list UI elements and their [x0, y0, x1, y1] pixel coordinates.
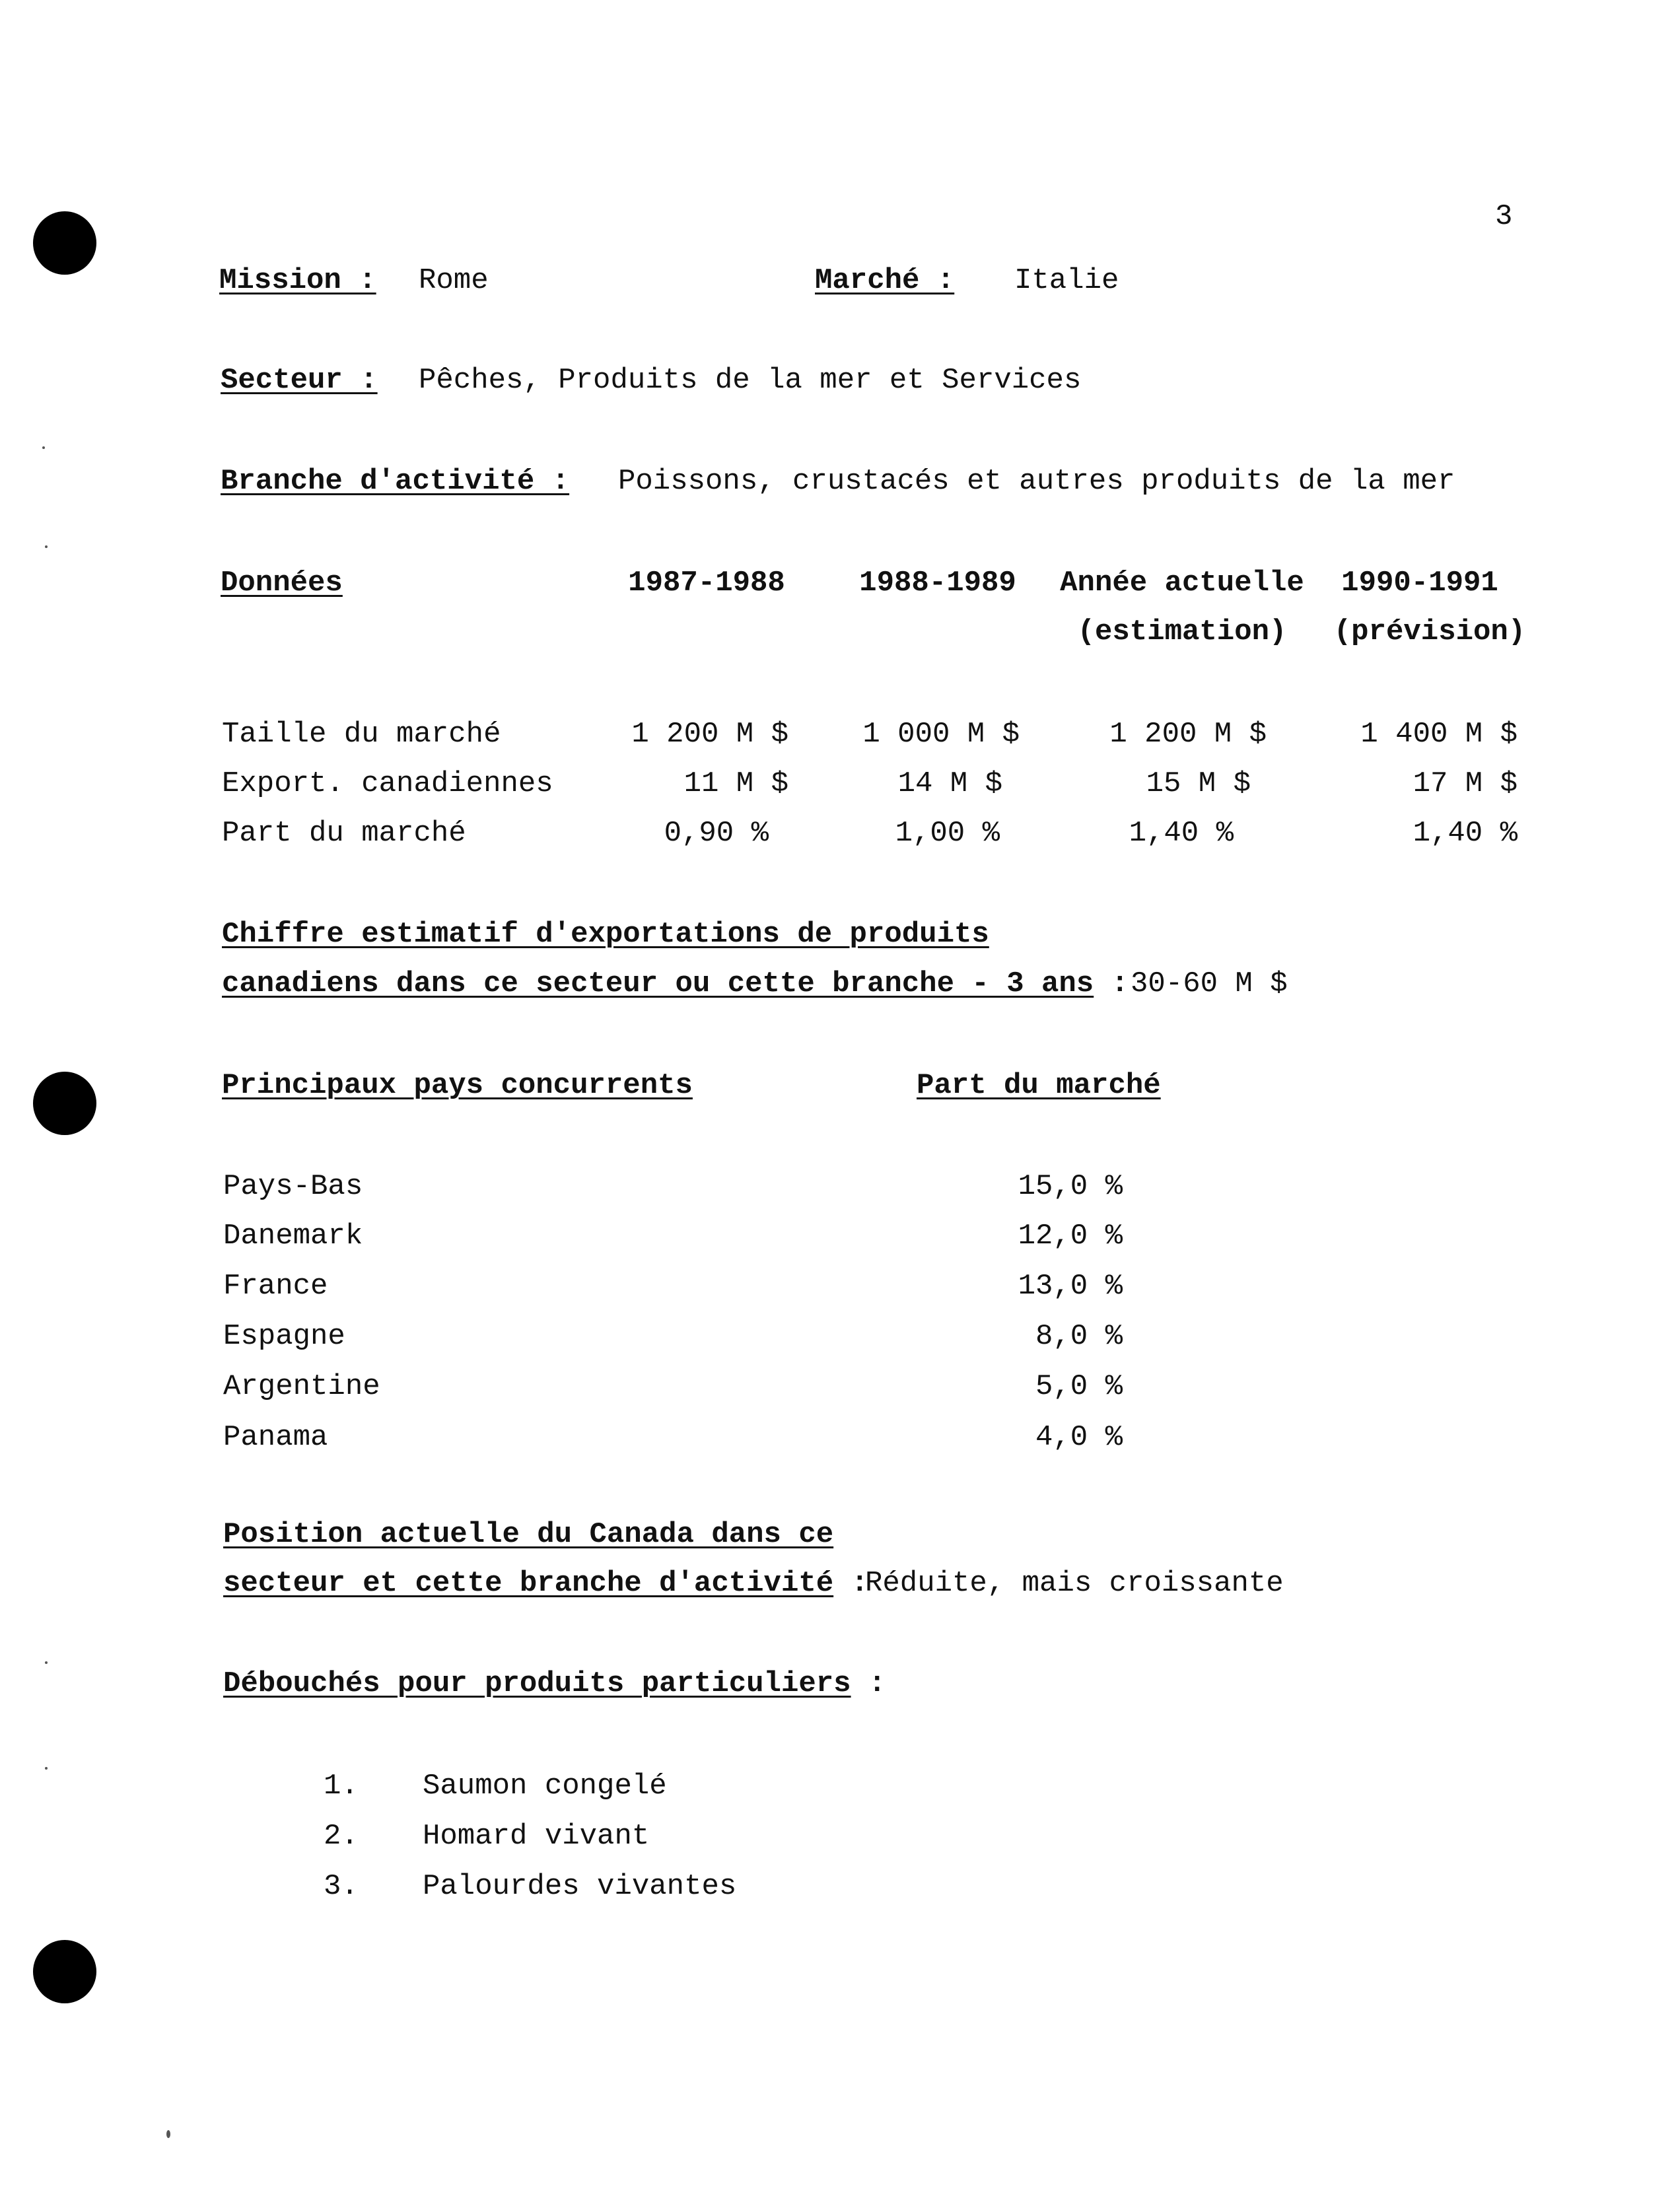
table-cell: 14 M $	[897, 767, 1002, 800]
donnees-title: Données	[221, 567, 343, 600]
exports-estimate-value: 30-60 M $	[1131, 967, 1288, 1000]
competitors-header-share: Part du marché	[917, 1069, 1161, 1102]
competitor-country: Pays-Bas	[223, 1170, 363, 1203]
table-cell: 1,40 %	[1413, 817, 1518, 850]
mission-label: Mission :	[219, 264, 376, 297]
competitor-share: 13,0 %	[1018, 1270, 1123, 1303]
column-header-1988-1989: 1988-1989	[859, 567, 1016, 600]
table-cell: 15 M $	[1146, 767, 1251, 800]
competitor-share: 12,0 %	[1018, 1220, 1123, 1253]
competitor-share: 4,0 %	[1035, 1421, 1123, 1454]
list-item-text: Palourdes vivantes	[423, 1870, 737, 1903]
exports-estimate-label-line2: canadiens dans ce secteur ou cette branche - 3 ans :	[222, 967, 1129, 1000]
table-cell: 17 M $	[1413, 767, 1518, 800]
page-number: 3	[1495, 200, 1513, 233]
punch-hole-middle	[33, 1072, 96, 1135]
column-subheader-estimation: (estimation)	[1077, 615, 1287, 648]
row-label-part-du-marche: Part du marché	[222, 817, 466, 850]
column-header-1987-1988: 1987-1988	[628, 567, 785, 600]
canada-position-label-line2: secteur et cette branche d'activité :	[223, 1567, 868, 1600]
opportunities-label: Débouchés pour produits particuliers :	[223, 1667, 886, 1700]
competitors-header-country: Principaux pays concurrents	[222, 1069, 693, 1102]
scan-speck	[45, 1767, 48, 1770]
table-cell: 11 M $	[683, 767, 788, 800]
marche-value: Italie	[1014, 264, 1119, 297]
row-label-taille-du-marche: Taille du marché	[222, 718, 501, 751]
table-cell: 1 200 M $	[1109, 718, 1267, 751]
competitor-share: 8,0 %	[1035, 1320, 1123, 1353]
table-cell: 0,90 %	[664, 817, 769, 850]
table-cell: 1 000 M $	[862, 718, 1020, 751]
competitor-country: Danemark	[223, 1220, 363, 1253]
table-cell: 1 200 M $	[631, 718, 788, 751]
secteur-label: Secteur :	[221, 364, 378, 397]
competitor-country: France	[223, 1270, 328, 1303]
table-cell: 1 400 M $	[1360, 718, 1518, 751]
competitor-country: Panama	[223, 1421, 328, 1454]
table-cell: 1,40 %	[1129, 817, 1234, 850]
scan-speck	[42, 446, 45, 449]
branche-value: Poissons, crustacés et autres produits de la mer	[618, 465, 1455, 498]
scan-speck	[45, 545, 48, 548]
list-item-number: 3.	[324, 1870, 359, 1903]
list-item-text: Homard vivant	[423, 1820, 650, 1853]
mission-value: Rome	[419, 264, 489, 297]
competitor-country: Argentine	[223, 1370, 380, 1403]
canada-position-label-line1: Position actuelle du Canada dans ce	[223, 1518, 834, 1551]
competitor-share: 15,0 %	[1018, 1170, 1123, 1203]
column-header-1990-1991: 1990-1991	[1341, 567, 1498, 600]
competitor-country: Espagne	[223, 1320, 345, 1353]
competitor-share: 5,0 %	[1035, 1370, 1123, 1403]
scan-speck	[45, 1661, 48, 1664]
list-item-number: 1.	[324, 1770, 359, 1803]
scan-speck	[166, 2130, 170, 2138]
canada-position-value: Réduite, mais croissante	[865, 1567, 1284, 1600]
punch-hole-bottom	[33, 1940, 96, 2003]
branche-label: Branche d'activité :	[221, 465, 570, 498]
row-label-export-canadiennes: Export. canadiennes	[222, 767, 553, 800]
table-cell: 1,00 %	[895, 817, 1000, 850]
marche-label: Marché :	[815, 264, 955, 297]
secteur-value: Pêches, Produits de la mer et Services	[419, 364, 1082, 397]
list-item-number: 2.	[324, 1820, 359, 1853]
exports-estimate-label-line1: Chiffre estimatif d'exportations de produits	[222, 918, 989, 951]
punch-hole-top	[33, 211, 96, 275]
column-subheader-prevision: (prévision)	[1333, 615, 1526, 648]
list-item-text: Saumon congelé	[423, 1770, 667, 1803]
column-header-annee-actuelle: Année actuelle	[1060, 567, 1304, 600]
